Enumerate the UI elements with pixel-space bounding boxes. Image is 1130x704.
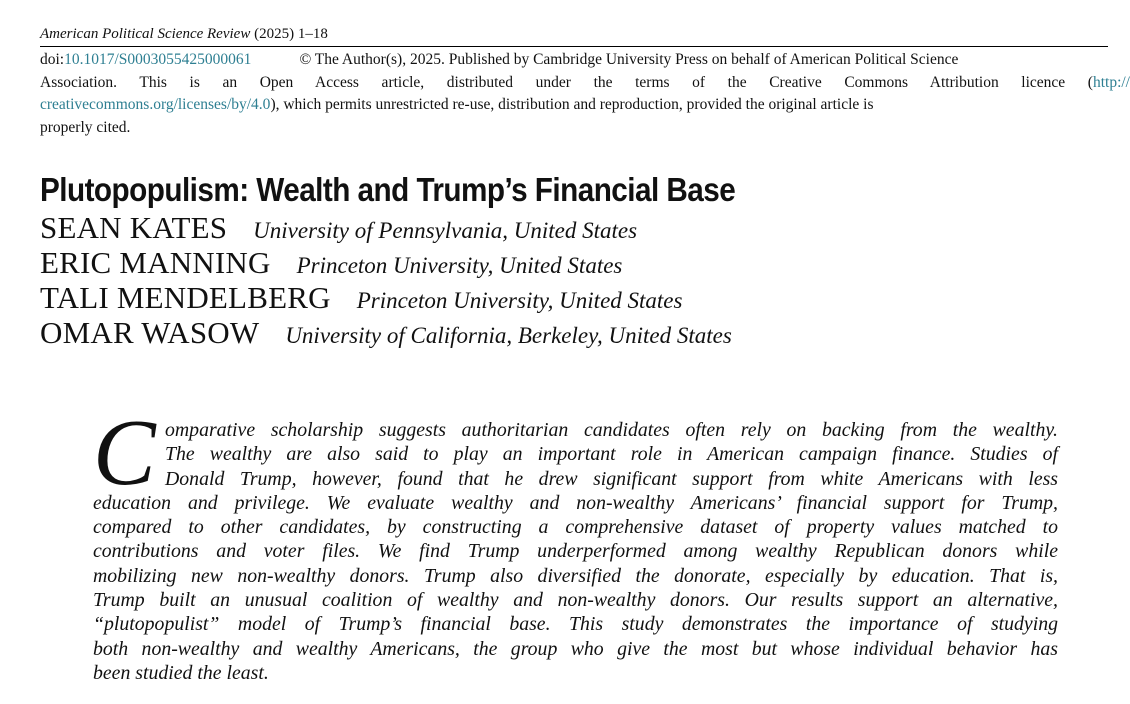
abstract xyxy=(93,401,1058,685)
license-block xyxy=(40,49,1130,139)
abstract-drop-cap: C xyxy=(93,401,156,505)
author-list xyxy=(40,210,732,350)
journal-header xyxy=(40,25,328,43)
license-line-3 xyxy=(40,94,1130,117)
license-line-4: properly cited. xyxy=(40,118,131,136)
author-name: ERIC MANNING xyxy=(40,245,271,280)
license-text-2: Association. This is an Open Access article, distributed under the terms of the Creative Commons Attribution licence ( xyxy=(40,73,1093,91)
doi-link[interactable]: 10.1017/S0003055425000061 xyxy=(64,51,252,68)
license-url-start[interactable]: http:// xyxy=(1092,73,1130,91)
license-line-2 xyxy=(40,72,1130,95)
doi-prefix: doi: xyxy=(40,51,65,68)
abstract-line: education and privilege. We evaluate wealthy and non-wealthy Americans’ financial support for Trump, xyxy=(93,491,1058,514)
author-name: TALI MENDELBERG xyxy=(40,280,331,315)
abstract-line: compared to other candidates, by constructing a comprehensive dataset of property values matched to xyxy=(93,516,1058,539)
author-affiliation: Princeton University, United States xyxy=(296,253,623,278)
author-row xyxy=(40,280,732,315)
abstract-line: The wealthy are also said to play an important role in American campaign finance. Studies of xyxy=(165,443,1058,466)
license-url[interactable]: creativecommons.org/licenses/by/4.0 xyxy=(40,96,271,113)
article-title: Plutopopulism: Wealth and Trump’s Financial Base xyxy=(40,171,736,208)
abstract-line: Donald Trump, however, found that he drew significant support from white Americans with less xyxy=(165,467,1058,490)
license-line-1 xyxy=(40,49,1130,72)
license-copyright: © The Author(s), 2025. Published by Cambridge University Press on behalf of American Political Science xyxy=(299,51,959,68)
abstract-line: “plutopopulist” model of Trump’s financial base. This study demonstrates the importance of studying xyxy=(93,613,1058,636)
author-row xyxy=(40,210,732,245)
author-affiliation: University of California, Berkeley, United States xyxy=(285,323,732,348)
abstract-line: both non-wealthy and wealthy Americans, the group who give the most but whose individual behavior has xyxy=(93,637,1058,660)
author-name: OMAR WASOW xyxy=(40,315,260,350)
author-row xyxy=(40,315,732,350)
author-row xyxy=(40,245,732,280)
header-rule xyxy=(40,46,1108,47)
author-affiliation: University of Pennsylvania, United States xyxy=(253,218,638,243)
abstract-line: omparative scholarship suggests authoritarian candidates often rely on backing from the wealthy. xyxy=(165,419,1058,441)
abstract-line: been studied the least. xyxy=(93,661,269,684)
journal-name: American Political Science Review xyxy=(40,26,251,42)
abstract-line: mobilizing new non-wealthy donors. Trump also diversified the donorate, especially by education. That is, xyxy=(93,564,1058,587)
license-text-3: ), which permits unrestricted re-use, distribution and reproduction, provided the original article is xyxy=(270,96,874,113)
abstract-line: Trump built an unusual coalition of wealthy and non-wealthy donors. Our results support an alternative, xyxy=(93,589,1058,612)
abstract-line: contributions and voter files. We find Trump underperformed among wealthy Republican donors while xyxy=(93,540,1058,563)
author-affiliation: Princeton University, United States xyxy=(356,288,683,313)
journal-meta: (2025) 1–18 xyxy=(250,26,328,42)
author-name: SEAN KATES xyxy=(40,210,228,245)
